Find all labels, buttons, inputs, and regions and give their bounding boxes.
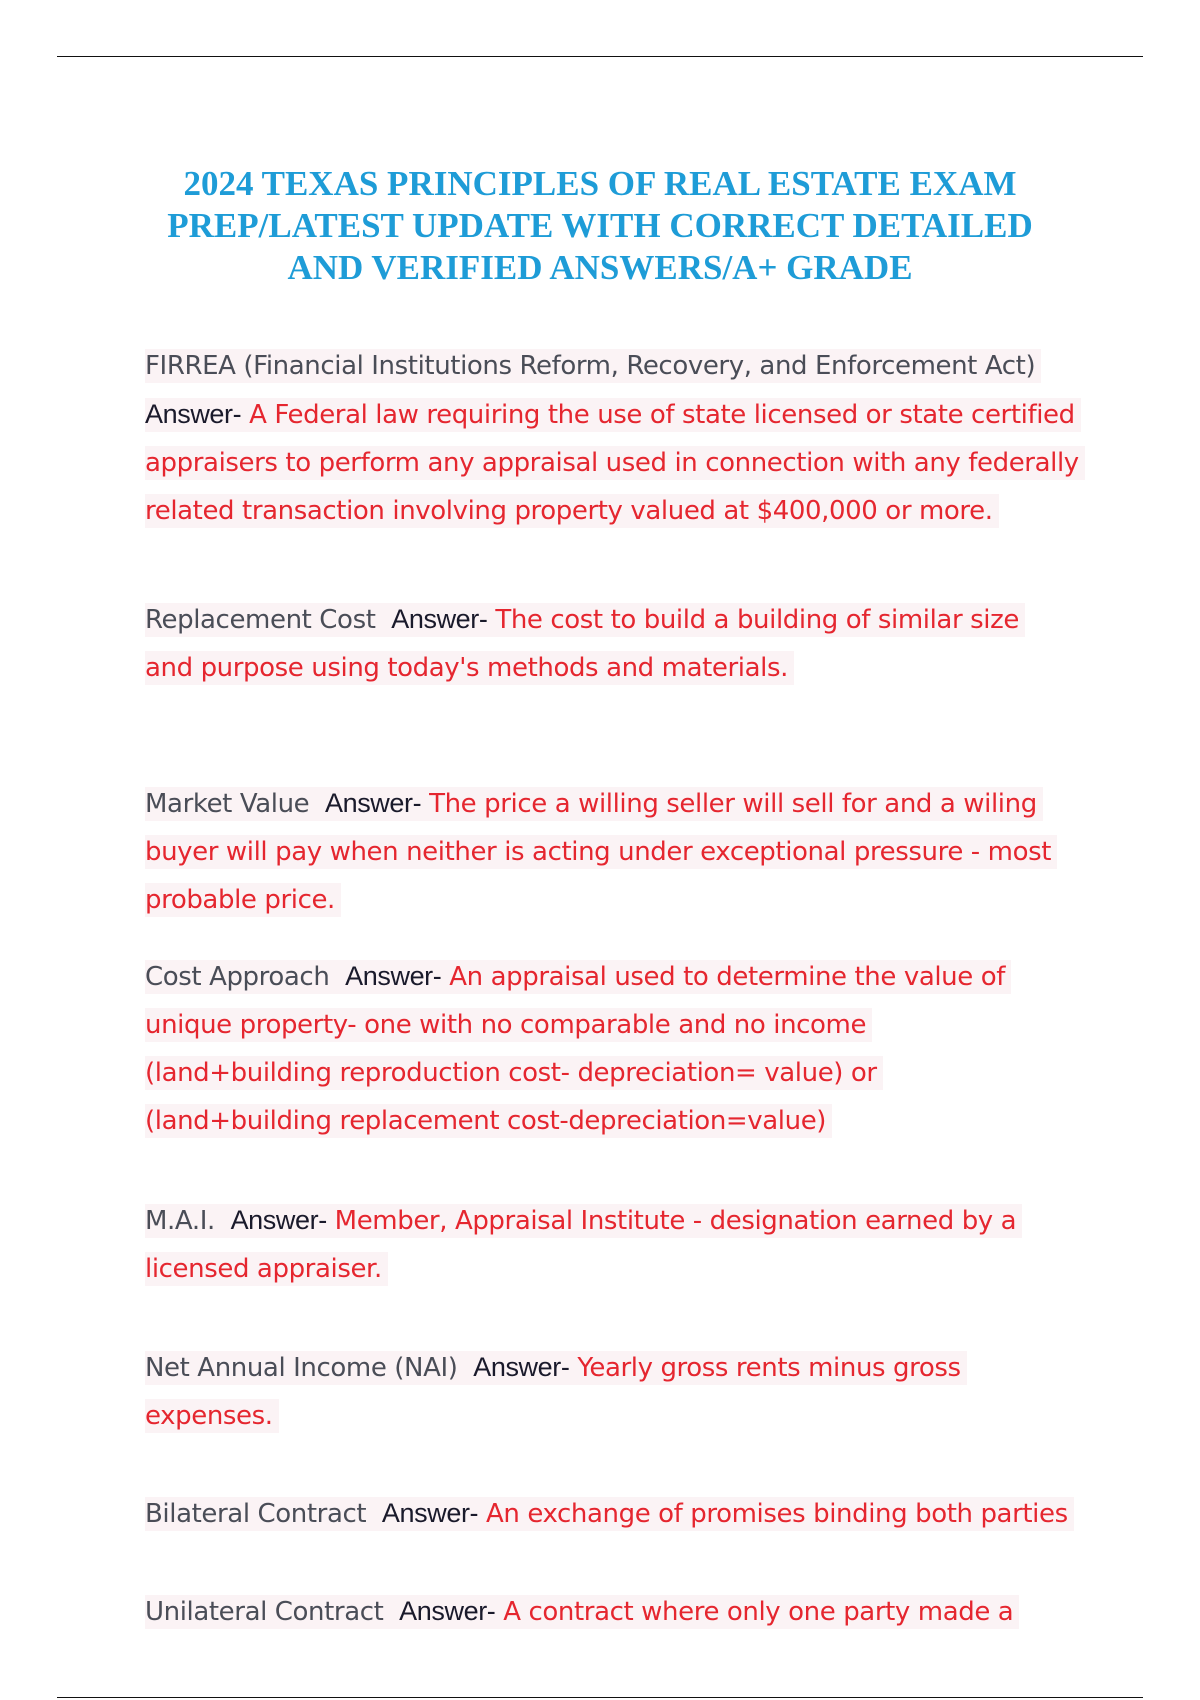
answer-label: Answer-	[230, 1205, 327, 1235]
entry-line	[145, 1343, 967, 1392]
entry-line-text	[145, 1204, 1022, 1238]
entry-line	[145, 1196, 1022, 1245]
glossary-entry-cost-approach	[145, 952, 1011, 1145]
bottom-rule	[57, 1697, 1143, 1698]
title-line: AND VERIFIED ANSWERS/A+ GRADE	[287, 248, 913, 287]
entry-definition: A contract where only one party made a	[503, 1597, 1014, 1627]
entry-definition: An exchange of promises binding both parties	[486, 1499, 1068, 1529]
glossary-entry-market-value	[145, 779, 1057, 924]
entry-line	[145, 1097, 1011, 1145]
answer-label: Answer-	[399, 1596, 496, 1626]
entry-term: Unilateral Contract	[145, 1597, 384, 1627]
answer-label: Answer-	[145, 399, 242, 429]
entry-definition: An appraisal used to determine the value of	[449, 962, 1005, 992]
entry-definition: buyer will pay when neither is acting under exceptional pressure - most	[145, 835, 1057, 869]
entry-definition: (land+building replacement cost-depreciation=value)	[145, 1104, 832, 1138]
entry-line	[145, 487, 1085, 535]
answer-label: Answer-	[345, 961, 442, 991]
entry-definition: licensed appraiser.	[145, 1252, 388, 1286]
entry-line	[145, 876, 1057, 924]
entry-term: Replacement Cost	[145, 605, 376, 635]
entry-definition: appraisers to perform any appraisal used in connection with any federally	[145, 446, 1085, 480]
entry-line-text	[145, 1595, 1019, 1629]
glossary-entry-mai	[145, 1196, 1022, 1293]
entry-term: M.A.I.	[145, 1206, 215, 1236]
entry-line	[145, 342, 1085, 390]
entry-definition: Yearly gross rents minus gross	[577, 1353, 961, 1383]
entry-line-text	[145, 1351, 967, 1385]
entry-line	[145, 1489, 1074, 1538]
entry-line	[145, 1049, 1011, 1097]
entry-line	[145, 595, 1025, 644]
entry-line	[145, 390, 1085, 439]
entry-line	[145, 1392, 967, 1440]
entry-line	[145, 439, 1085, 487]
answer-label: Answer-	[391, 604, 488, 634]
answer-label: Answer-	[324, 788, 422, 818]
entry-term: Cost Approach	[145, 962, 330, 992]
entry-definition: The price a willing seller will sell for and a wiling	[429, 789, 1037, 819]
entry-definition: probable price.	[145, 883, 341, 917]
entry-line	[145, 828, 1057, 876]
entry-line-text	[145, 603, 1025, 637]
entry-line-text	[145, 398, 1081, 432]
entry-term: Market Value	[145, 789, 310, 819]
entry-term: FIRREA (Financial Institutions Reform, Recovery, and Enforcement Act)	[145, 349, 1041, 383]
answer-label: Answer-	[381, 1498, 479, 1528]
top-rule	[57, 56, 1143, 57]
entry-term: Bilateral Contract	[145, 1499, 367, 1529]
entry-line	[145, 1587, 1019, 1636]
glossary-entry-bilateral-contract	[145, 1489, 1074, 1538]
entry-definition: unique property- one with no comparable and no income	[145, 1008, 872, 1042]
entry-line-text	[145, 1497, 1074, 1531]
entry-definition: related transaction involving property valued at $400,000 or more.	[145, 494, 999, 528]
entry-definition: (land+building reproduction cost- depreciation= value) or	[145, 1056, 883, 1090]
entry-definition: A Federal law requiring the use of state licensed or state certified	[249, 400, 1075, 430]
title-line: PREP/LATEST UPDATE WITH CORRECT DETAILED	[167, 206, 1033, 245]
entry-line	[145, 1245, 1022, 1293]
entry-line	[145, 1001, 1011, 1049]
glossary-entry-net-annual-income	[145, 1343, 967, 1440]
glossary-entry-unilateral-contract	[145, 1587, 1019, 1636]
entry-definition: Member, Appraisal Institute - designation earned by a	[334, 1206, 1017, 1236]
entry-line	[145, 644, 1025, 692]
glossary-entry-replacement-cost	[145, 595, 1025, 692]
entry-line-text	[145, 960, 1011, 994]
glossary-entry-firrea	[145, 342, 1085, 535]
answer-label: Answer-	[473, 1352, 570, 1382]
entry-definition: and purpose using today's methods and materials.	[145, 651, 794, 685]
entry-term: Net Annual Income (NAI)	[145, 1353, 458, 1383]
entry-line	[145, 952, 1011, 1001]
entry-definition: The cost to build a building of similar size	[495, 605, 1019, 635]
document-title	[140, 163, 1060, 289]
title-line: 2024 TEXAS PRINCIPLES OF REAL ESTATE EXAM	[183, 164, 1017, 203]
entry-line	[145, 779, 1057, 828]
entry-definition: expenses.	[145, 1399, 279, 1433]
entry-line-text	[145, 787, 1043, 821]
